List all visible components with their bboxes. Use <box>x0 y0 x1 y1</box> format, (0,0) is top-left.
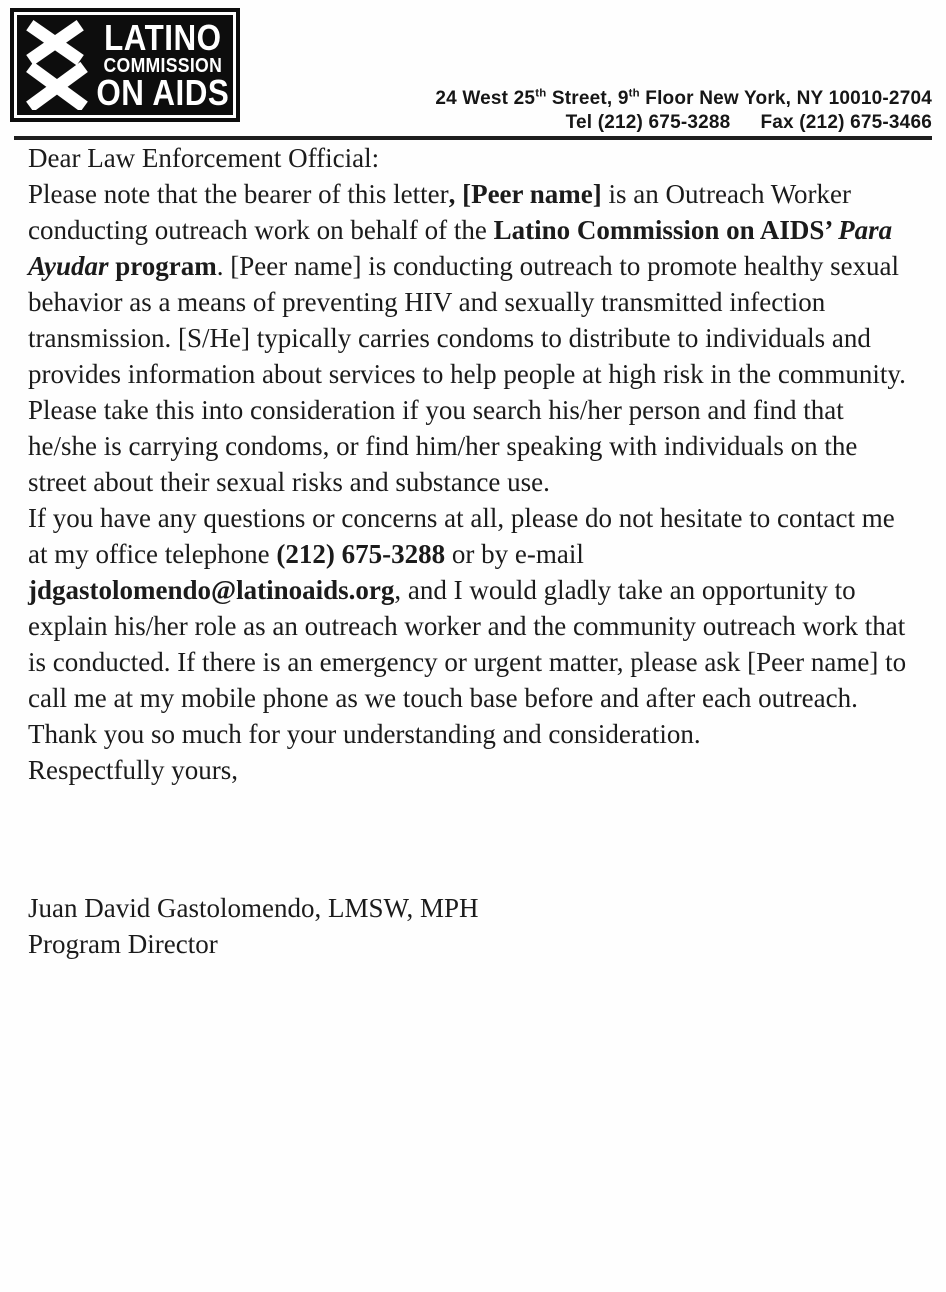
signature-name: Juan David Gastolomendo, LMSW, MPH <box>28 893 479 923</box>
closing-valediction: Respectfully yours, <box>28 755 238 785</box>
org-logo-frame <box>14 12 236 118</box>
tel-fax-line <box>435 111 932 134</box>
letterhead-contact <box>435 87 932 134</box>
signature-title: Program Director <box>28 929 218 959</box>
text-run: Latino Commission on AIDS’ <box>493 215 839 245</box>
signature-block <box>28 890 916 962</box>
salutation: Dear Law Enforcement Official: <box>28 143 380 173</box>
double-x-ribbon-icon <box>24 20 88 110</box>
text-run: . [Peer name] is conducting outreach to promote healthy sexual behavior as a means of preventing HIV and sexually transmitted infection transmission. [S/He] typically carries condoms to distribute to individuals and provides information about services to help people at high risk in the community. Please take this into consideration if you search his/her person and find that he/she is carrying condoms, or find him/her speaking with individuals on the street about their sexual risks and substance use. <box>28 251 906 497</box>
text-run: Street, 9 <box>546 88 629 109</box>
text-run: Please note that the bearer of this letter <box>28 179 449 209</box>
text-run: th <box>535 87 547 100</box>
paragraph-thanks: Thank you so much for your understanding and consideration. <box>28 719 701 749</box>
text-run: program <box>108 251 217 281</box>
street-address <box>435 87 932 110</box>
text-run: jdgastolomendo@latinoaids.org <box>28 575 395 605</box>
org-logo-text <box>96 16 230 113</box>
text-run: 24 West 25 <box>435 88 536 109</box>
paragraph-bearer-notice <box>28 176 916 500</box>
letter-body <box>28 140 916 962</box>
text-run: If you have any questions or concerns at all, please do not hesitate to contact me at my office telephone <box>28 503 895 569</box>
logo-word-on-aids: ON AIDS <box>96 71 230 113</box>
text-run: , and I would gladly take an opportunity to explain his/her role as an outreach worker and the community outreach work that is conducted. If there is an emergency or urgent matter, please ask [Peer name] to call me at my mobile phone as we touch base before and after each outreach. <box>28 575 907 713</box>
tel-number: Tel (212) 675-3288 <box>565 112 731 133</box>
text-run: or by e-mail <box>445 539 584 569</box>
text-run: Floor New York, NY 10010-2704 <box>639 88 932 109</box>
logo-word-latino: LATINO <box>104 16 222 58</box>
logo-word-commission: COMMISSION <box>103 53 223 76</box>
letterhead <box>0 0 946 133</box>
text-run: th <box>628 87 640 100</box>
text-run: is an Outreach Worker conducting outreach work on behalf of the <box>28 179 852 245</box>
text-run: (212) 675-3288 <box>276 539 446 569</box>
text-run: , [Peer name] <box>448 179 602 209</box>
org-logo <box>10 8 240 122</box>
paragraph-contact-info <box>28 500 916 716</box>
text-run: Para Ayudar <box>28 215 893 281</box>
fax-number: Fax (212) 675-3466 <box>760 112 932 133</box>
